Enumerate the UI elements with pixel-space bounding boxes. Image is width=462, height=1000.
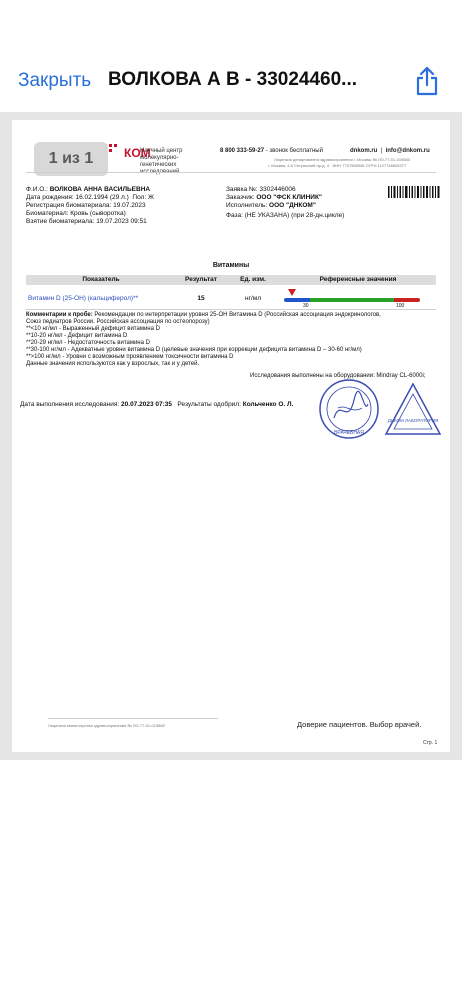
signature-line: Дата выполнения исследования: 20.07.2023 07:35 Результаты одобрил: Кольченко О. Л.: [20, 401, 294, 408]
equipment-note: Исследования выполнены на оборудовании: Mindray CL-6000i;: [250, 373, 426, 379]
svg-text:ДНКОМ ЛАБОРАТОРИЯ: ДНКОМ ЛАБОРАТОРИЯ: [387, 418, 439, 423]
bio-field: Биоматериал: Кровь (сыворотка): [26, 210, 126, 217]
document-preview[interactable]: [0, 112, 462, 760]
page-badge: 1 из 1: [34, 142, 108, 176]
page-number: Стр. 1: [423, 740, 438, 746]
col-header-unit: Ед. изм.: [226, 275, 280, 285]
executor-field: Исполнитель: ООО "ДНКОМ": [226, 202, 316, 209]
comment-line-7: **>100 нг/мл - Уровни с возможным проявлением токсичности витамина D: [26, 354, 234, 360]
col-header-result: Результат: [176, 275, 226, 285]
ref-bar-low: [284, 298, 310, 302]
svg-text:ВРАЧЕБНАЯ: ВРАЧЕБНАЯ: [334, 430, 364, 436]
result-marker-icon: [288, 289, 296, 296]
section-title: Витамины: [212, 262, 250, 269]
barcode-icon: [388, 186, 440, 198]
footer-divider: [48, 718, 218, 719]
phone-note: - звонок бесплатный: [264, 148, 323, 154]
centre-name: Научный центр молекулярно-генетических: [140, 148, 183, 168]
analyte-unit: нг/мл: [244, 295, 262, 302]
footer-slogan: Доверие пациентов. Выбор врачей.: [297, 720, 422, 729]
comment-line-6: **30-100 нг/мл - Адекватные уровни витамина D (целевые значения при коррекции дефицита витамина D – 30-60 нг/мл): [26, 347, 362, 353]
dob-field: Дата рождения: 16.02.1994 (29 л.) Пол: Ж: [26, 194, 154, 201]
comment-line-2: Союз педиатров России, Российская ассоциация по остеопорозу): [26, 319, 210, 325]
comment-line-3: **<10 нг/мл - Выраженный дефицит витамина D: [26, 326, 160, 332]
comment-line-5: **20-29 нг/мл - Недостаточность витамина D: [26, 340, 150, 346]
analyte-name[interactable]: Витамин D (25-ОН) (кальциферол)**: [28, 295, 139, 302]
logo-text: КОМ: [124, 146, 151, 160]
footer-license: Лицензия министерства здравоохранения № ЛО-77-01-019880: [48, 723, 165, 728]
taken-field: Взятие биоматериала: 19.07.2023 09:51: [26, 218, 147, 225]
email: info@dnkom.ru: [385, 148, 430, 154]
ref-bar-normal: [310, 298, 394, 302]
comment-line-4: **10-20 нг/мл - Дефицит витамина D: [26, 333, 128, 339]
ref-high-label: 100: [396, 303, 405, 309]
order-field: Заявка №: 3302446006: [226, 186, 296, 193]
address-small: г. Москва, 4-й Сетуньский пр-д, 4 · ИНН 7707588096 ОГРН 1127746609377: [268, 163, 407, 168]
document-page: [12, 120, 450, 752]
ref-low-label: 30: [303, 303, 309, 309]
lab-stamp-icon: [384, 382, 442, 438]
viewer-toolbar: [0, 56, 462, 112]
table-divider: [26, 309, 436, 310]
license-small: Лицензия департамента здравоохранения г. Москвы № ЛО-77-01-019880: [274, 157, 410, 162]
comment-line-1: Комментарии к пробе: Рекомендации по интерпретации уровня 25-ОН Витамина D (Российская ассоциация эндокринологов,: [26, 312, 381, 318]
share-icon[interactable]: [414, 66, 440, 96]
header-divider: [26, 172, 436, 173]
customer-field: Заказчик: ООО "ФСК КЛИНИК": [226, 194, 323, 201]
contacts: dnkom.ru | info@dnkom.ru: [350, 148, 430, 154]
comment-line-8: Данные значения используются как у взрослых, так и у детей.: [26, 361, 200, 367]
ref-bar-high: [394, 298, 420, 302]
phone-number: 8 800 333-59-27: [220, 148, 265, 154]
phase-field: Фаза: (НЕ УКАЗАНА) (при 28-дн.цикле): [226, 212, 345, 219]
fio-field: Ф.И.О.: ВОЛКОВА АННА ВАСИЛЬЕВНА: [26, 186, 151, 193]
analyte-value: 15: [197, 295, 205, 302]
doctor-stamp-icon: [318, 378, 380, 440]
reg-field: Регистрация биоматериала: 19.07.2023: [26, 202, 146, 209]
col-header-name: Показатель: [26, 275, 176, 285]
col-header-ref: Референсные значения: [280, 275, 436, 285]
site: dnkom.ru: [350, 148, 378, 154]
close-button[interactable]: Закрыть: [18, 70, 92, 91]
document-title: ВОЛКОВА А В - 33024460...: [108, 69, 358, 90]
phone-line: [220, 148, 323, 154]
